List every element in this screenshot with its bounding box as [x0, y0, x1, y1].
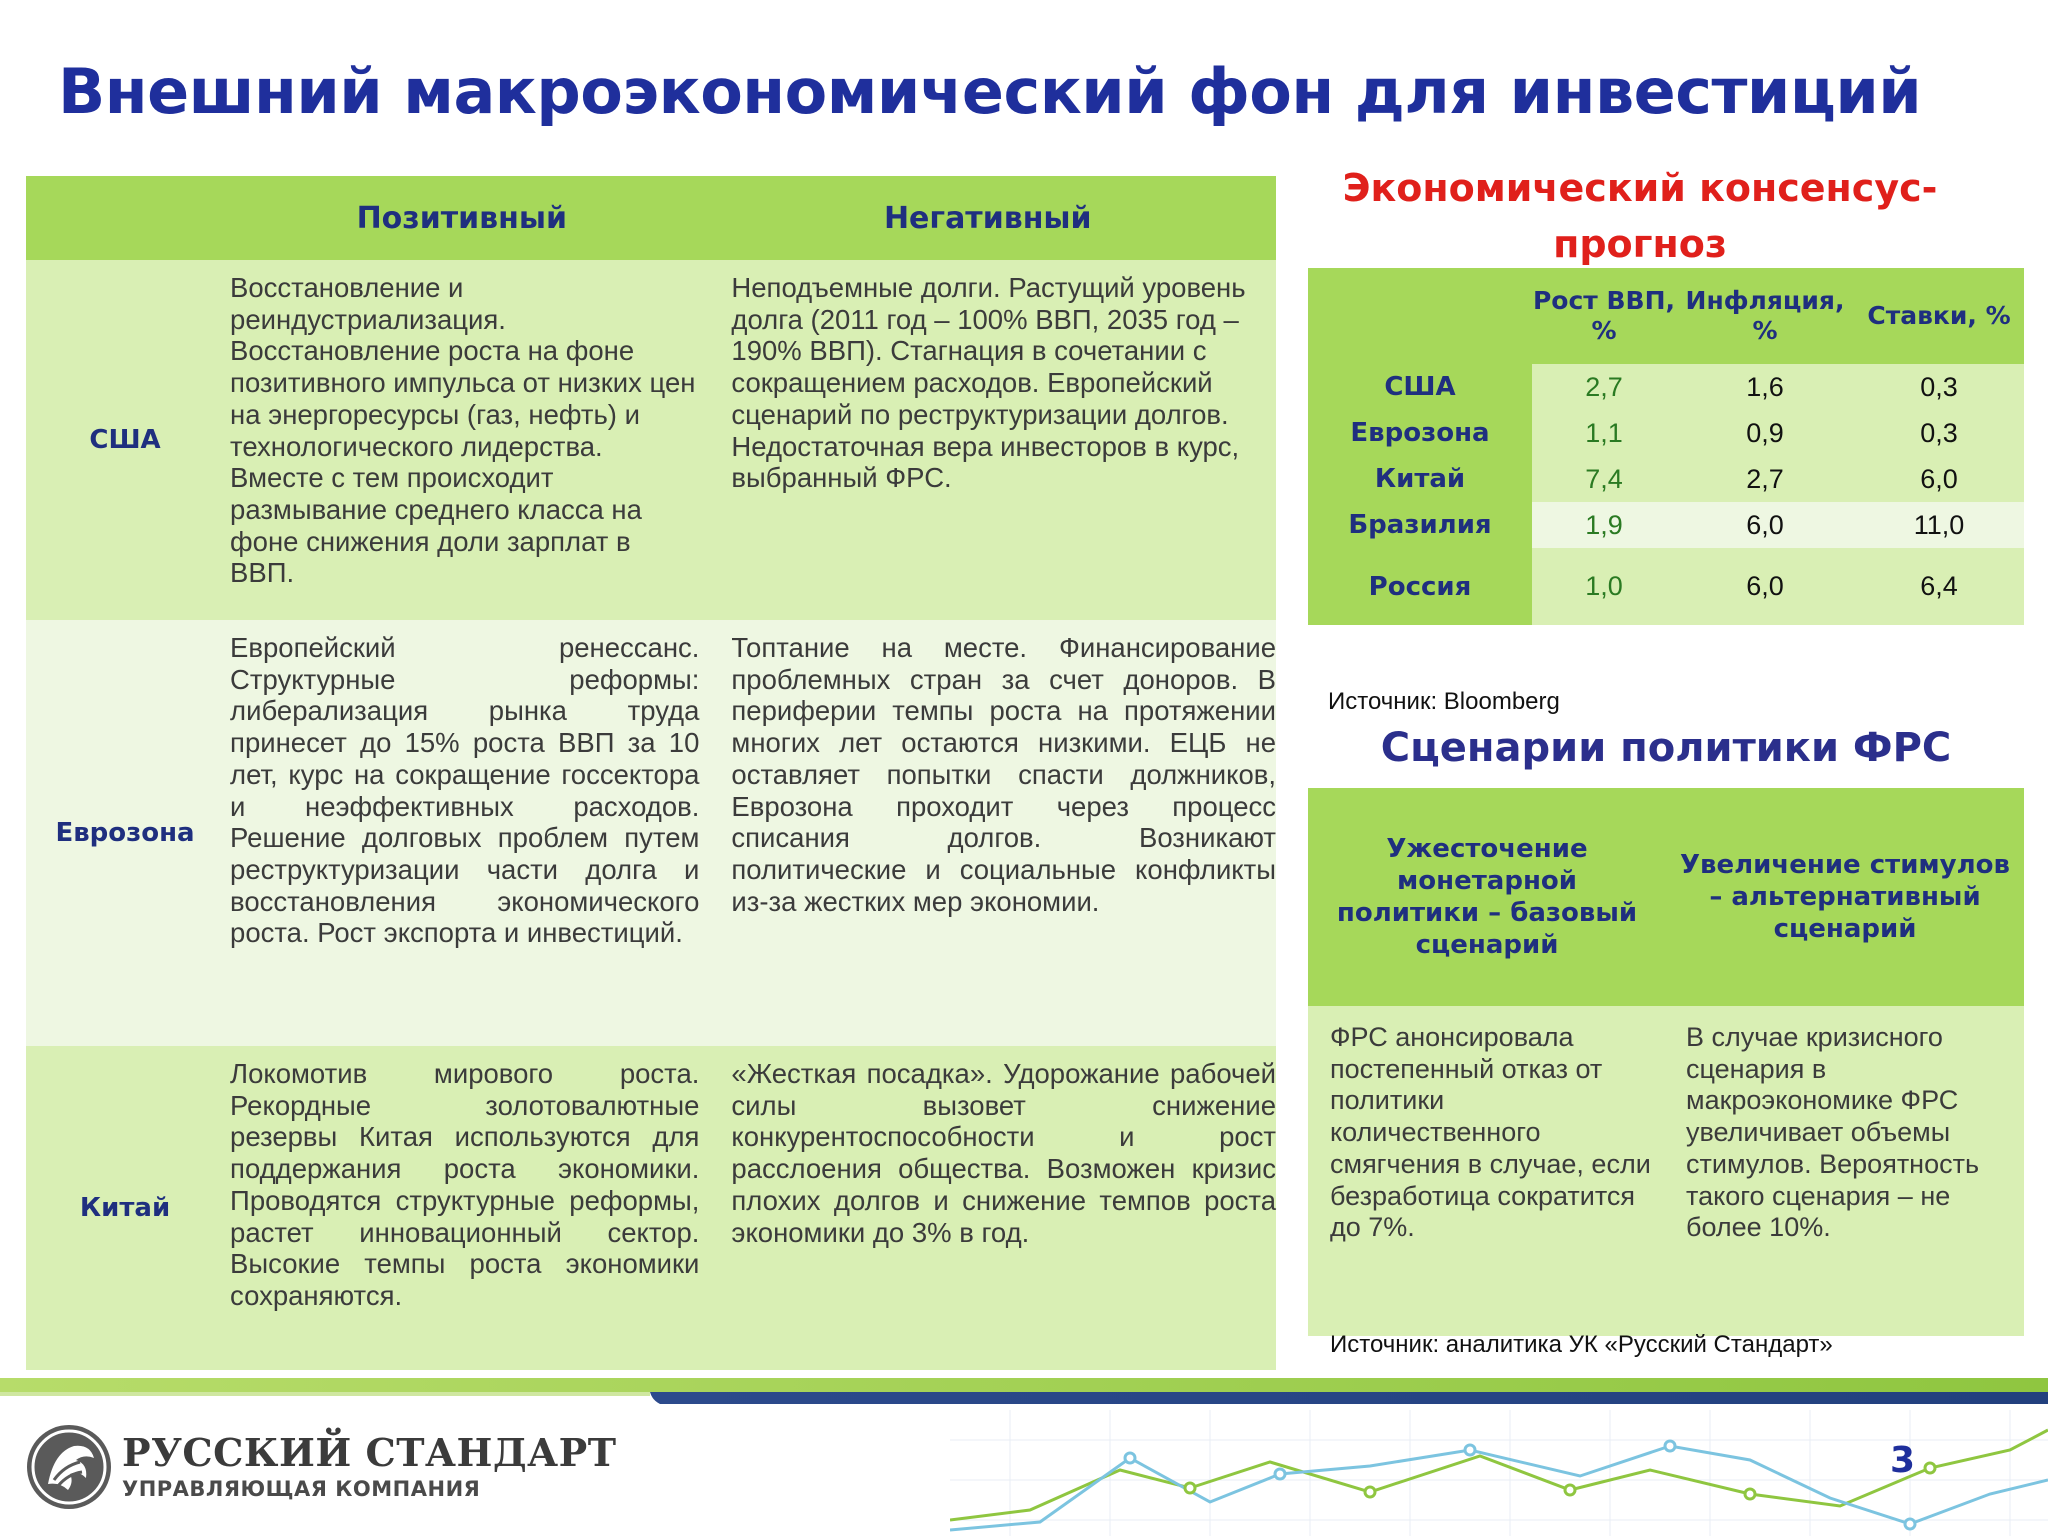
fed-title: Сценарии политики ФРС [1380, 725, 1952, 771]
source-note: Источник: Bloomberg [1328, 688, 1560, 715]
table-row [26, 260, 1276, 620]
rates-value: 0,3 [1854, 410, 2024, 456]
country-label: Бразилия [1308, 502, 1532, 548]
gdp-value: 7,4 [1532, 456, 1676, 502]
table-row [1308, 548, 2024, 625]
logo-text [122, 1430, 617, 1501]
fed-header [1308, 788, 2024, 1006]
gdp-value: 2,7 [1532, 364, 1676, 410]
country-label: Еврозона [1308, 410, 1532, 456]
table-row [1308, 364, 2024, 410]
country-label: Россия [1308, 548, 1532, 625]
inflation-value: 1,6 [1676, 364, 1854, 410]
header-alt-scenario: Увеличение стимулов – альтернативный сценарий [1679, 850, 2010, 944]
header-inflation: Инфляция, % [1685, 286, 1845, 345]
header-base-scenario: Ужесточение монетарной политики – базовый сценарий [1336, 834, 1638, 960]
table-header [26, 176, 1276, 260]
logo [24, 1422, 616, 1512]
inflation-value: 6,0 [1676, 502, 1854, 548]
line-chart-decoration [950, 1410, 2048, 1536]
rates-value: 0,3 [1854, 364, 2024, 410]
consensus-table [1308, 268, 2024, 625]
positive-text: Европейский ренессанс. Структурные реформы: либерализация рынка труда принесет до 15% роста ВВП за 10 лет, курс на сокращение госсектора и неэффективных расходов. Решение долговых проблем путем реструктуризации части долга и восстановления экономического роста. Рост экспорта и инвестиций. [230, 632, 700, 949]
country-outlook-table [26, 176, 1276, 1370]
fed-scenarios-table [1308, 788, 2024, 1336]
header-negative: Негативный [883, 200, 1092, 236]
logo-name: РУССКИЙ СТАНДАРТ [122, 1430, 617, 1475]
positive-text: Локомотив мирового роста. Рекордные золотовалютные резервы Китая используются для поддержания роста экономики. Проводятся структурные реформы, растет инновационный сектор. Высокие темпы роста экономики сохраняются. [230, 1058, 700, 1311]
lion-emblem-icon [24, 1422, 114, 1512]
rates-value: 6,0 [1854, 456, 2024, 502]
footer-band [0, 1378, 2048, 1408]
header-gdp: Рост ВВП, % [1532, 286, 1676, 345]
gdp-value: 1,1 [1532, 410, 1676, 456]
negative-text: «Жесткая посадка». Удорожание рабочей силы вызовет снижение конкурентоспособности и рост расслоения общества. Возможен кризис плохих долгов и снижение темпов роста экономики до 3% в год. [731, 1058, 1277, 1248]
negative-text: Неподъемные долги. Растущий уровень долга (2011 год – 100% ВВП, 2035 год – 190% ВВП). Стагнация в сочетании с сокращением расходов. Европейский сценарий по реструктуризации долгов. Недостаточная вера инвесторов в курс, выбранный ФРС. [731, 272, 1246, 494]
header-spacer [1308, 268, 1532, 364]
base-scenario-text: ФРС анонсировала постепенный отказ от политики количественного смягчения в случае, если безработица сократится до 7%. [1330, 1022, 1651, 1243]
inflation-value: 6,0 [1676, 548, 1854, 625]
header-positive: Позитивный [356, 200, 568, 236]
source-note: Источник: аналитика УК «Русский Стандарт» [1330, 1331, 1833, 1358]
country-label: Китай [79, 1193, 171, 1223]
page-title: Внешний макроэкономический фон для инвестиций [58, 55, 1922, 128]
table-row [1308, 410, 2024, 456]
inflation-value: 2,7 [1676, 456, 1854, 502]
alt-scenario-text: В случае кризисного сценария в макроэкономике ФРС увеличивает объемы стимулов. Вероятность такого сценария – не более 10%. [1686, 1022, 1980, 1243]
country-label: США [89, 425, 161, 455]
consensus-header [1308, 268, 2024, 364]
country-label: Китай [1308, 456, 1532, 502]
gdp-value: 1,0 [1532, 548, 1676, 625]
country-label: США [1308, 364, 1532, 410]
fed-body [1308, 1006, 2024, 1336]
negative-text: Топтание на месте. Финансирование проблемных стран за счет доноров. В периферии темпы роста на протяжении многих лет остаются низкими. ЕЦБ не оставляет попытки спасти должников, Еврозона проходит через процесс списания долгов. Возникают политические и социальные конфликты из-за жестких мер экономии. [731, 632, 1277, 917]
rates-value: 11,0 [1854, 502, 2024, 548]
table-row [1308, 456, 2024, 502]
gdp-value: 1,9 [1532, 502, 1676, 548]
country-label: Еврозона [55, 818, 195, 848]
inflation-value: 0,9 [1676, 410, 1854, 456]
page-number: 3 [1890, 1440, 1916, 1481]
table-row [26, 1046, 1276, 1370]
logo-subtitle: УПРАВЛЯЮЩАЯ КОМПАНИЯ [122, 1477, 481, 1501]
table-row [26, 620, 1276, 1046]
table-row [1308, 502, 2024, 548]
rates-value: 6,4 [1854, 548, 2024, 625]
header-rates: Ставки, % [1867, 301, 2011, 330]
consensus-title: Экономический консенсус-прогноз [1342, 166, 1938, 266]
positive-text: Восстановление и реиндустриализация. Восстановление роста на фоне позитивного импульса от низких цен на энергоресурсы (газ, нефть) и технологического лидерства. Вместе с тем происходит размывание среднего класса на фоне снижения доли зарплат в ВВП. [230, 272, 696, 589]
